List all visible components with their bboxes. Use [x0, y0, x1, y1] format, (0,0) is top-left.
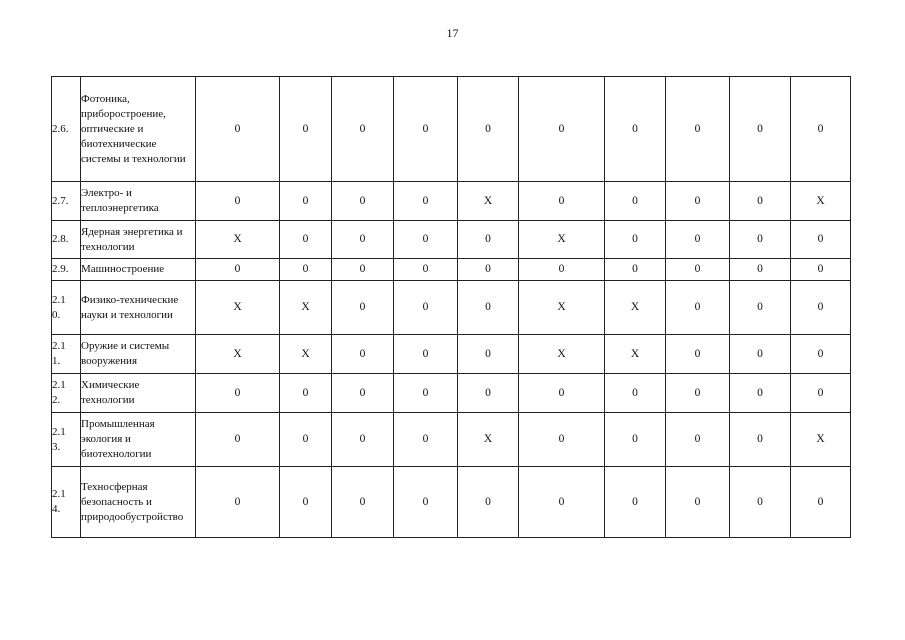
cell-value: 0 — [280, 374, 332, 413]
cell-value: X — [605, 281, 666, 335]
cell-value: 0 — [730, 335, 791, 374]
cell-value: 0 — [332, 281, 394, 335]
row-number: 2.1 3. — [52, 413, 81, 467]
cell-value: 0 — [394, 374, 458, 413]
cell-value: 0 — [332, 335, 394, 374]
cell-value: 0 — [394, 182, 458, 221]
cell-value: 0 — [666, 281, 730, 335]
page-number: 17 — [446, 26, 459, 40]
cell-value: 0 — [730, 467, 791, 538]
cell-value: X — [519, 335, 605, 374]
cell-value: 0 — [280, 413, 332, 467]
row-name: Оружие и системы вооружения — [81, 335, 196, 374]
cell-value: 0 — [605, 374, 666, 413]
cell-value: 0 — [666, 335, 730, 374]
table-row — [52, 77, 851, 182]
cell-value: 0 — [730, 413, 791, 467]
cell-value: 0 — [394, 335, 458, 374]
cell-value: 0 — [458, 467, 519, 538]
cell-value: 0 — [280, 467, 332, 538]
row-number: 2.1 0. — [52, 281, 81, 335]
table-row — [52, 281, 851, 335]
table-row — [52, 374, 851, 413]
cell-value: 0 — [666, 374, 730, 413]
cell-value: 0 — [458, 259, 519, 281]
cell-value: 0 — [332, 413, 394, 467]
cell-value: X — [519, 281, 605, 335]
cell-value: X — [458, 413, 519, 467]
cell-value: 0 — [519, 413, 605, 467]
cell-value: 0 — [332, 467, 394, 538]
cell-value: 0 — [666, 77, 730, 182]
row-number: 2.1 4. — [52, 467, 81, 538]
cell-value: 0 — [196, 77, 280, 182]
cell-value: 0 — [605, 259, 666, 281]
table-row — [52, 182, 851, 221]
row-number: 2.7. — [52, 182, 81, 221]
cell-value: 0 — [791, 467, 851, 538]
row-number: 2.1 2. — [52, 374, 81, 413]
cell-value: X — [280, 335, 332, 374]
cell-value: 0 — [458, 281, 519, 335]
table-row — [52, 335, 851, 374]
table-row — [52, 467, 851, 538]
cell-value: 0 — [519, 259, 605, 281]
row-name: Физико-технические науки и технологии — [81, 281, 196, 335]
table-row — [52, 221, 851, 259]
cell-value: 0 — [519, 374, 605, 413]
row-number: 2.1 1. — [52, 335, 81, 374]
cell-value: 0 — [791, 281, 851, 335]
cell-value: X — [605, 335, 666, 374]
cell-value: 0 — [280, 259, 332, 281]
table-row — [52, 259, 851, 281]
cell-value: 0 — [458, 374, 519, 413]
row-name: Химические технологии — [81, 374, 196, 413]
row-name: Машиностроение — [81, 259, 196, 281]
cell-value: 0 — [332, 374, 394, 413]
cell-value: 0 — [791, 259, 851, 281]
cell-value: 0 — [280, 77, 332, 182]
cell-value: 0 — [605, 467, 666, 538]
cell-value: X — [791, 413, 851, 467]
cell-value: 0 — [666, 259, 730, 281]
cell-value: 0 — [666, 413, 730, 467]
cell-value: 0 — [196, 413, 280, 467]
cell-value: 0 — [605, 77, 666, 182]
cell-value: X — [458, 182, 519, 221]
cell-value: X — [791, 182, 851, 221]
row-name: Фотоника, приборостроение, оптические и биотехнические системы и технологии — [81, 77, 196, 182]
cell-value: 0 — [519, 77, 605, 182]
competency-matrix-table — [51, 76, 851, 538]
cell-value: 0 — [730, 259, 791, 281]
cell-value: 0 — [605, 221, 666, 259]
cell-value: 0 — [458, 77, 519, 182]
cell-value: 0 — [458, 335, 519, 374]
cell-value: X — [196, 221, 280, 259]
cell-value: 0 — [394, 259, 458, 281]
cell-value: 0 — [730, 77, 791, 182]
cell-value: 0 — [394, 221, 458, 259]
row-name: Промышленная экология и биотехнологии — [81, 413, 196, 467]
cell-value: X — [196, 281, 280, 335]
cell-value: 0 — [196, 182, 280, 221]
cell-value: X — [196, 335, 280, 374]
cell-value: 0 — [332, 259, 394, 281]
table-row — [52, 413, 851, 467]
row-number: 2.8. — [52, 221, 81, 259]
cell-value: 0 — [791, 335, 851, 374]
cell-value: X — [280, 281, 332, 335]
cell-value: 0 — [394, 281, 458, 335]
row-number: 2.9. — [52, 259, 81, 281]
cell-value: 0 — [394, 467, 458, 538]
cell-value: 0 — [791, 221, 851, 259]
cell-value: 0 — [196, 467, 280, 538]
row-name: Электро- и теплоэнергетика — [81, 182, 196, 221]
cell-value: 0 — [280, 182, 332, 221]
cell-value: 0 — [730, 182, 791, 221]
cell-value: 0 — [730, 281, 791, 335]
row-name: Техносферная безопасность и природообустройство — [81, 467, 196, 538]
cell-value: X — [519, 221, 605, 259]
cell-value: 0 — [394, 77, 458, 182]
row-name: Ядерная энергетика и технологии — [81, 221, 196, 259]
cell-value: 0 — [791, 374, 851, 413]
cell-value: 0 — [394, 413, 458, 467]
cell-value: 0 — [280, 221, 332, 259]
cell-value: 0 — [730, 374, 791, 413]
cell-value: 0 — [666, 182, 730, 221]
cell-value: 0 — [666, 221, 730, 259]
cell-value: 0 — [332, 221, 394, 259]
cell-value: 0 — [196, 259, 280, 281]
cell-value: 0 — [519, 467, 605, 538]
cell-value: 0 — [519, 182, 605, 221]
cell-value: 0 — [196, 374, 280, 413]
cell-value: 0 — [605, 413, 666, 467]
cell-value: 0 — [458, 221, 519, 259]
cell-value: 0 — [730, 221, 791, 259]
cell-value: 0 — [666, 467, 730, 538]
cell-value: 0 — [791, 77, 851, 182]
cell-value: 0 — [332, 77, 394, 182]
cell-value: 0 — [332, 182, 394, 221]
cell-value: 0 — [605, 182, 666, 221]
row-number: 2.6. — [52, 77, 81, 182]
